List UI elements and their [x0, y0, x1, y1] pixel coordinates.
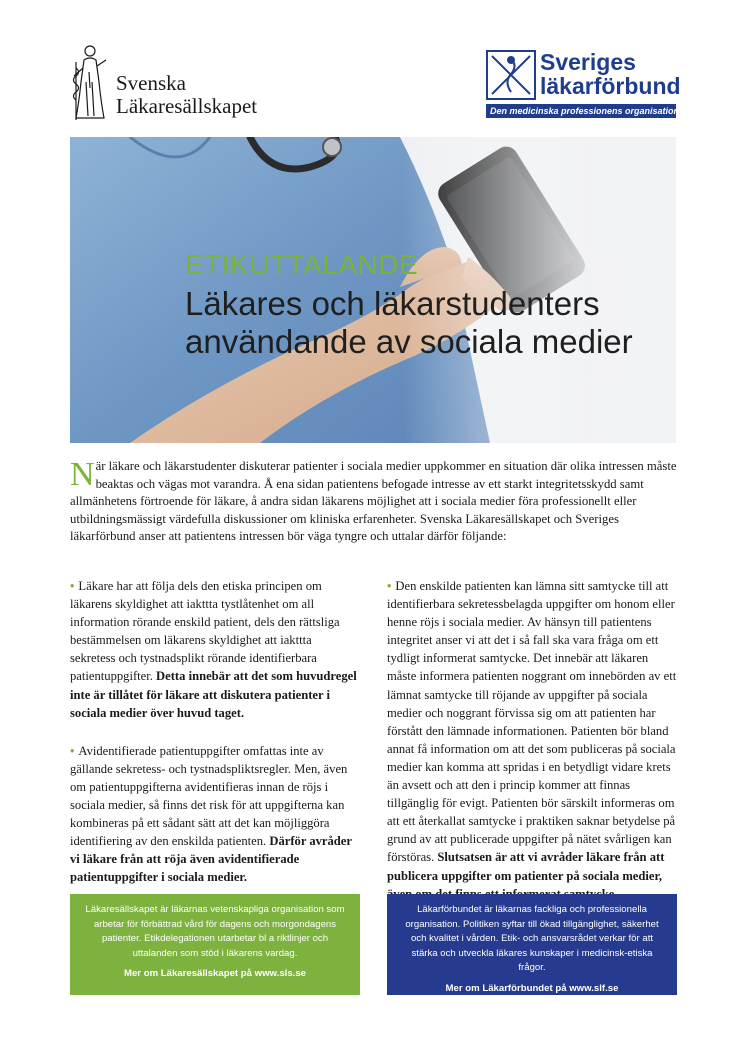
sls-website-link[interactable]: Mer om Läkaresällskapet på www.sls.se	[123, 968, 306, 980]
right-paragraph-1	[387, 577, 677, 903]
sls-logo	[68, 42, 298, 122]
sls-name-line1: Svenska	[116, 71, 186, 95]
right-p1-text: Den enskilde patienten kan lämna sitt samtycke till att identifierbara sekretessbelagda uppgifter om honom eller henne röjs i sociala medier. Av hänsyn till patientens integritet anser vi att det i så fall ska vara fråga om ett tydligt informerat samtycke. Det innebär att läkaren måste informera patienten noggrant om innebörden av ett lämnat samtycke till röjande av uppgifter på sociala medier och noggrant förvissa sig om att patienten har förstått den lämnade informationen. Patienten bör bland annat få information om att det som publiceras på sociala medier kan komma att spridas i en betydligt vidare krets än avsett och att den i princip kommer att finnas tillgänglig för evigt. Patienten bör särskilt informeras om att ett återkallat samtycke i praktiken saknar betydelse på grund av att publicerade uppgifter på nätet svårligen kan förstöras.	[387, 579, 677, 865]
sls-info-box	[70, 894, 360, 995]
slf-name-line2: läkarförbund	[540, 73, 681, 99]
slf-info-box	[387, 894, 677, 995]
slf-info-text: Läkarförbundet är läkarnas fackliga och professionella organisation. Politiken syftar till ökad tillgänglighet, säkerhet och kvalitet i vården. Etik- och ansvarsrådet verkar för att stärka och utveckla läkares kunskaper i medicinsk-etiska frågor.	[405, 904, 659, 974]
sls-name-line2: Läkaresällskapet	[116, 94, 258, 118]
hero-title-line1: Läkares och läkarstudenters	[185, 285, 600, 322]
right-column	[387, 577, 677, 923]
right-p1-bold: Slutsatsen är att vi avråder läkare från att publicera uppgifter om patienter på sociala medier,	[387, 850, 665, 883]
left-p2-bold: Därför avråder vi läkare från att röja även avidentifierade patientuppgifter i sociala medier.	[70, 834, 352, 885]
bullet-icon: •	[70, 743, 75, 758]
bullet-icon: •	[70, 579, 75, 593]
slf-tagline: Den medicinska professionens organisation	[486, 104, 676, 118]
left-column	[70, 577, 360, 907]
asclepius-figure-icon	[68, 42, 112, 122]
left-p1-text: Läkare har att följa dels den etiska principen om läkarens skyldighet att iakttta tystlåtenhet om all information rörande enskild patient, dels den rättsliga bestämmelsen om läkarens skyldighet att iakttta sekretess och tystnadsplikt rörande identifierbara patientuppgifter.	[70, 579, 340, 684]
hero-title-line2: användande av sociala medier	[185, 323, 633, 360]
hero-image	[70, 137, 676, 443]
hero-kicker: ETIKUTTALANDE	[185, 249, 419, 280]
slf-logo	[486, 49, 681, 122]
intro-text: är läkare och läkarstudenter diskuterar patienter i sociala medier uppkommer en situation där olika intressen måste beaktas och vägas mot varandra. Å ena sidan patientens befogade intresse av ett starkt integritetsskydd samt allmänhetens förtroende för läkare, å andra sidan läkarens möjlighet att i sociala medier föra professionellt eller utbildningsmässigt värdefulla diskussioner om kliniska erfarenheter. Svenska Läkaresällskapet och Sveriges läkarförbund anser att patientens intressen bör väga tyngre och uttalar därför följande:	[70, 459, 677, 544]
left-p2-text: Avidentifierade patientuppgifter omfattas inte av gällande sekretess- och tystnadspliktsregler. Men, även om patientuppgifterna avidentifieras innan de röjs i sociala medier, så finns det risk för att uppgifterna kan kombineras på ett sådant sätt att det kan möjliggöra identifiering av den enskilda patienten.	[70, 743, 348, 849]
left-p1-bold: Detta innebär att det som huvudregel inte är tillåtet för läkare att diskutera patienter i sociala medier över huvud taget.	[70, 669, 357, 720]
hero-title	[185, 285, 633, 361]
bullet-icon: •	[387, 579, 392, 593]
slf-emblem-icon	[486, 50, 536, 100]
slf-wordmark	[540, 50, 681, 98]
left-paragraph-1	[70, 577, 360, 722]
sls-wordmark	[116, 72, 257, 118]
intro-dropcap: N	[70, 456, 95, 493]
sls-info-text: Läkaresällskapet är läkarnas vetenskapliga organisation som arbetar för förbättrad vård för dagens och morgondagens patienter. Etikdelegationen utarbetar bl a riktlinjer och uttalanden som stöd i läkarens vardag.	[85, 904, 345, 959]
slf-website-link[interactable]: Mer om Läkarförbundet på www.slf.se	[445, 982, 619, 994]
slf-name-line1: Sveriges	[540, 49, 636, 75]
intro-paragraph	[70, 458, 678, 546]
left-paragraph-2	[70, 742, 360, 887]
